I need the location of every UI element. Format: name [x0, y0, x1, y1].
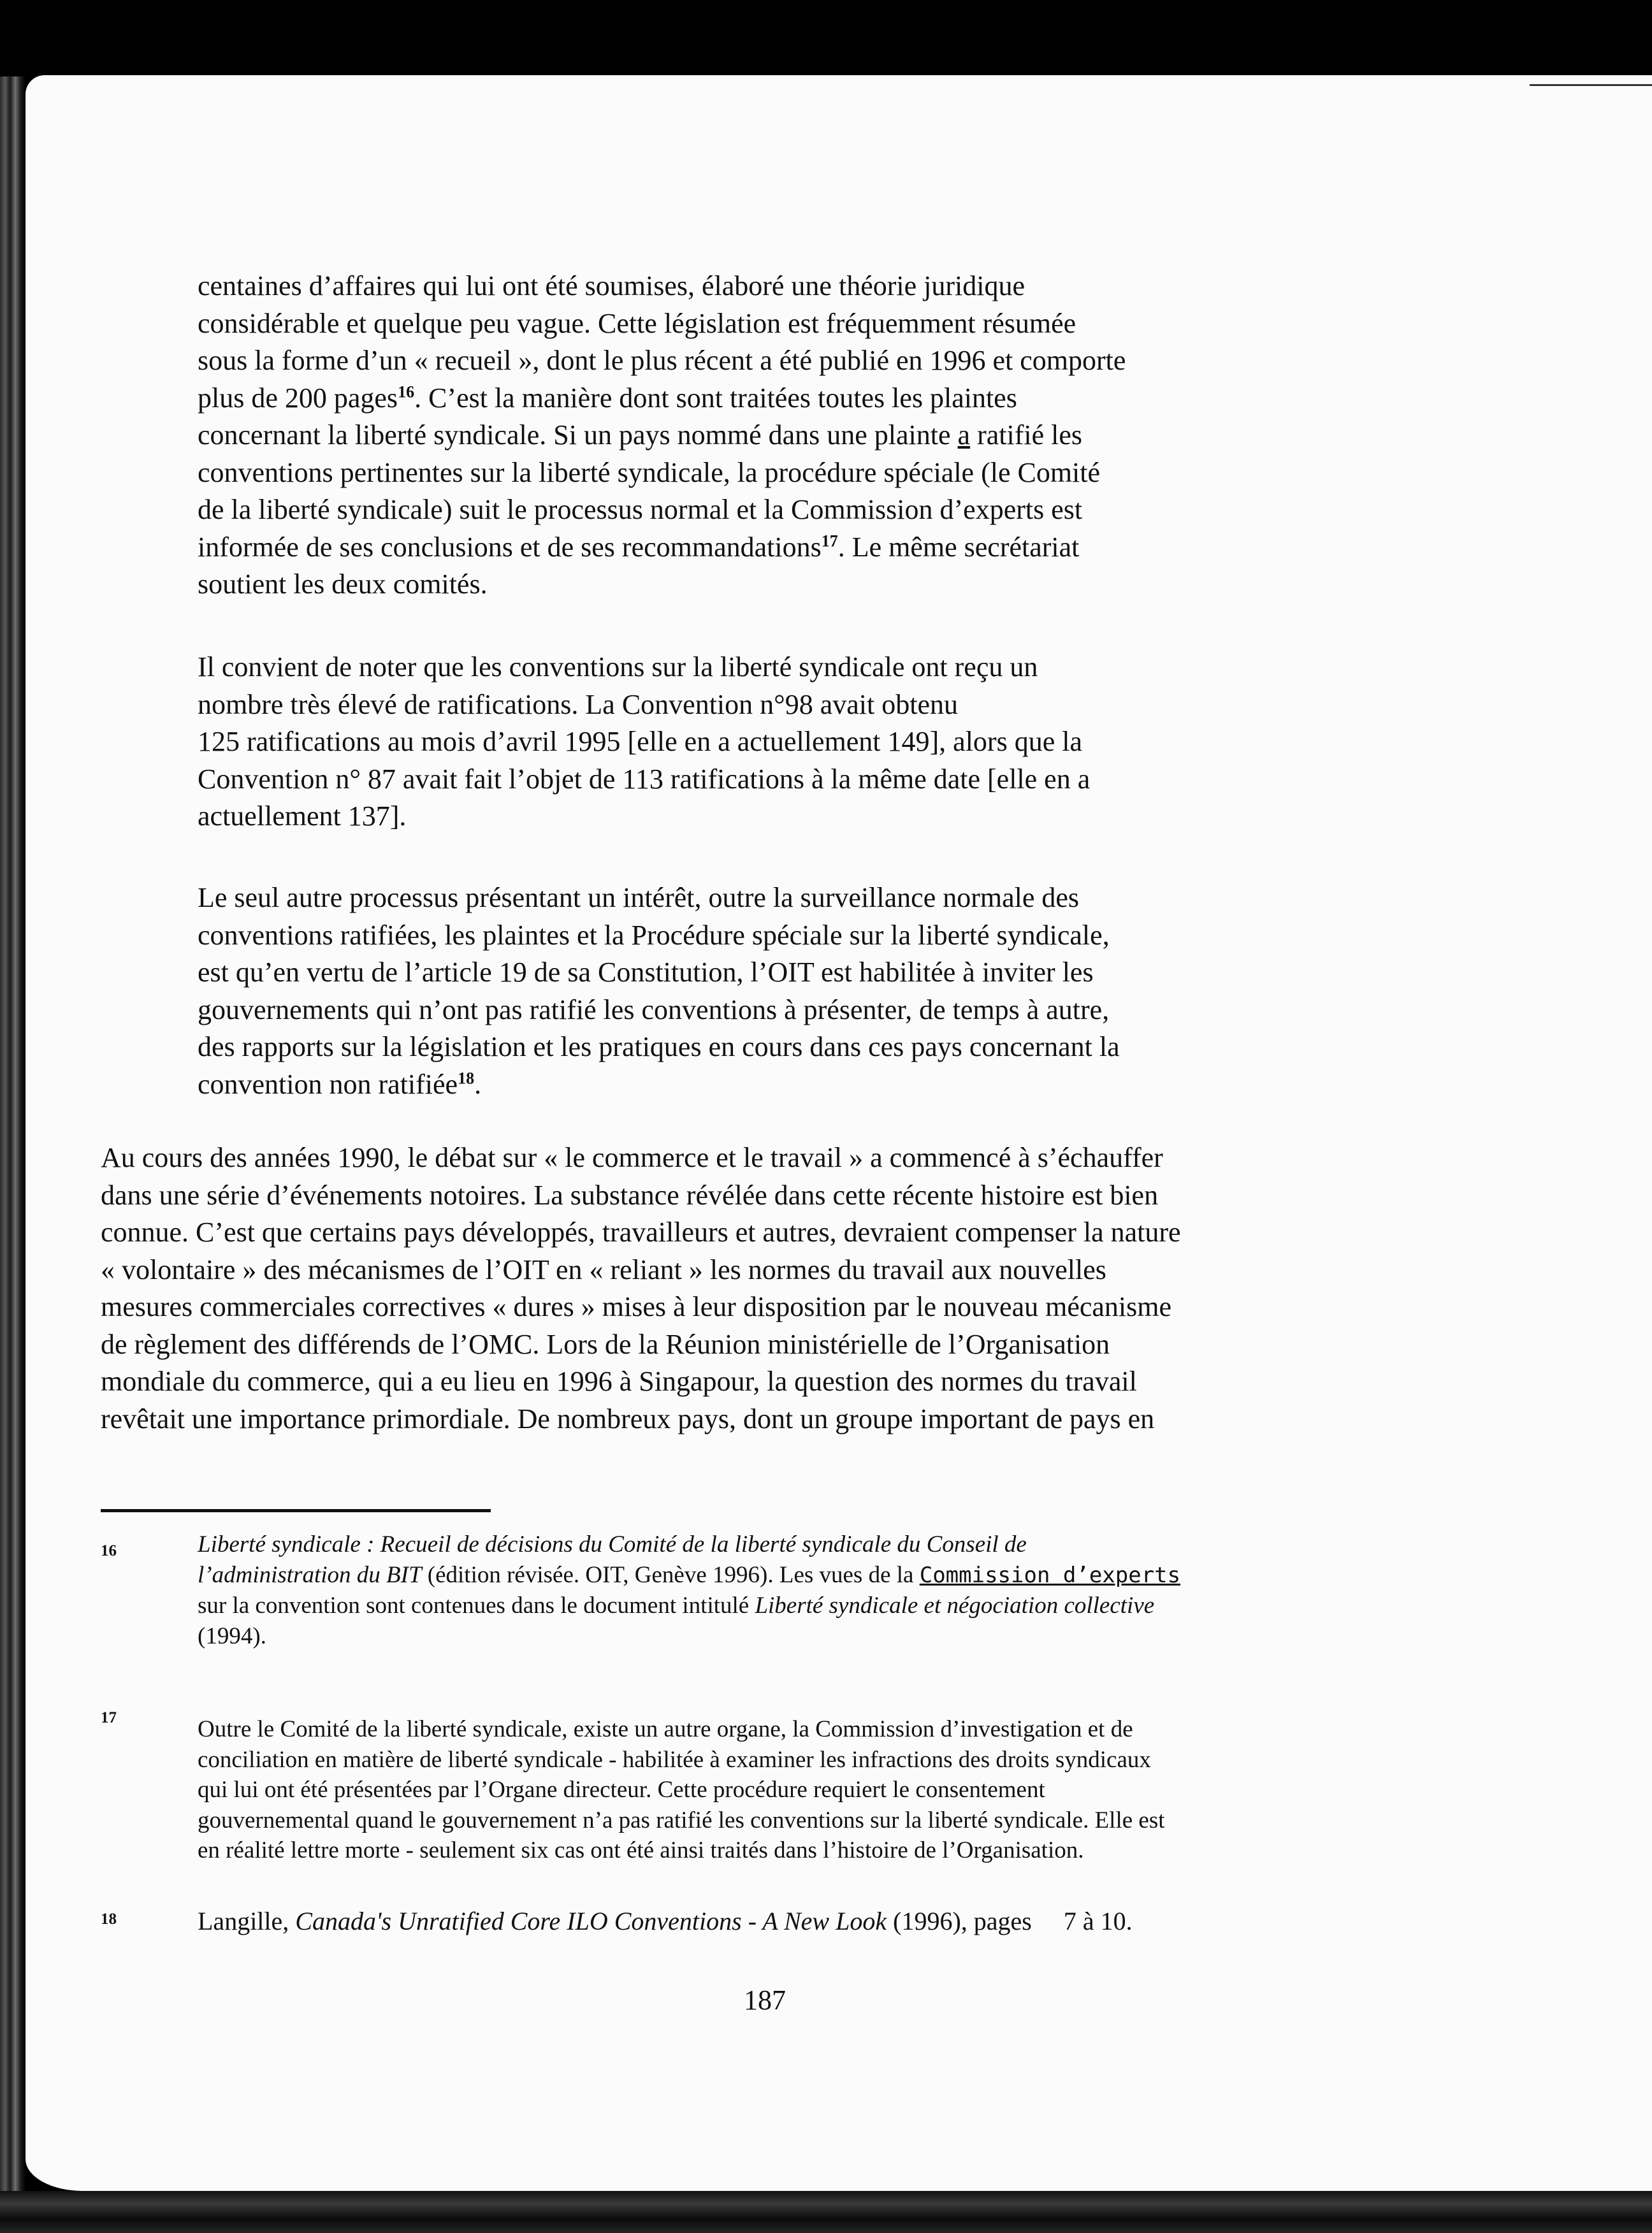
text-line: Outre le Comité de la liberté syndicale, existe un autre organe, la Commission d’investigation et de: [198, 1716, 1133, 1742]
text-line: [198, 380, 1126, 417]
text-line: mesures commerciales correctives « dures » mises à leur disposition par le nouveau mécanisme: [101, 1291, 1172, 1322]
footnote-ref-18[interactable]: 18: [458, 1068, 475, 1087]
footnote-number: 18: [101, 1911, 117, 1928]
text-line: « volontaire » des mécanismes de l’OIT en « reliant » les normes du travail aux nouvelles: [101, 1254, 1106, 1285]
footnote-ref-16[interactable]: 16: [398, 382, 415, 401]
text-run: . Le même secrétariat: [837, 531, 1080, 563]
footnote-16: [198, 1529, 1180, 1651]
text-line: Il convient de noter que les conventions sur la liberté syndicale ont reçu un: [198, 651, 1038, 683]
text-line: conventions pertinentes sur la liberté syndicale, la procédure spéciale (le Comité: [198, 456, 1101, 488]
text-line: [198, 1066, 1120, 1104]
text-run: concernant la liberté syndicale. Si un pays nommé dans une plainte: [198, 419, 958, 451]
text-run: . C’est la manière dont sont traitées toutes les plaintes: [414, 382, 1017, 414]
text-line: gouvernemental quand le gouvernement n’a pas ratifié les conventions sur la liberté syndicale. Elle est: [198, 1807, 1165, 1833]
text-line: [198, 1560, 1180, 1591]
text-line: actuellement 137].: [198, 800, 407, 832]
footnote-17: [198, 1714, 1165, 1866]
footnote-separator: [101, 1509, 491, 1512]
text-line: gouvernements qui n’ont pas ratifié les conventions à présenter, de temps à autre,: [198, 994, 1110, 1025]
scan-edge-left: [0, 76, 25, 2233]
text-run: (édition révisée. OIT, Genève 1996). Les vues de la: [421, 1561, 920, 1588]
text-line: Le seul autre processus présentant un intérêt, outre la surveillance normale des: [198, 882, 1080, 913]
text-line: conciliation en matière de liberté syndicale - habilitée à examiner les infractions des droits syndicaux: [198, 1746, 1151, 1773]
footnote-18: [198, 1905, 1133, 1937]
text-line: Au cours des années 1990, le débat sur « le commerce et le travail » a commencé à s’échauffer: [101, 1142, 1163, 1173]
text-line: nombre très élevé de ratifications. La Convention n°98 avait obtenu: [198, 688, 959, 720]
text-line: dans une série d’événements notoires. La substance révélée dans cette récente histoire est bien: [101, 1179, 1159, 1211]
text-line: de règlement des différends de l’OMC. Lors de la Réunion ministérielle de l’Organisation: [101, 1328, 1110, 1360]
italic-title: Liberté syndicale et négociation collective: [755, 1593, 1155, 1619]
text-line: 125 ratifications au mois d’avril 1995 [elle en a actuellement 149], alors que la: [198, 726, 1082, 757]
text-line: [198, 1905, 1133, 1937]
paragraph-2: [198, 649, 1090, 835]
text-line: revêtait une importance primordiale. De nombreux pays, dont un groupe important de pays en: [101, 1403, 1155, 1434]
scan-edge-bottom: [0, 2191, 1652, 2233]
footnote-number: 17: [101, 1709, 117, 1726]
text-line: des rapports sur la législation et les pratiques en cours dans ces pays concernant la: [198, 1031, 1120, 1062]
text-line: soutient les deux comités.: [198, 568, 488, 600]
text-line: est qu’en vertu de l’article 19 de sa Constitution, l’OIT est habilitée à inviter les: [198, 957, 1094, 988]
text-line: (1994).: [198, 1622, 266, 1649]
text-run: ratifié les: [970, 419, 1082, 451]
paragraph-4: [101, 1139, 1181, 1438]
text-run: .: [474, 1068, 482, 1100]
top-right-rule: [1530, 84, 1652, 86]
text-run: sur la convention sont contenues dans le document intitulé: [198, 1593, 755, 1619]
footnote-number: 16: [101, 1542, 117, 1559]
text-line: considérable et quelque peu vague. Cette législation est fréquemment résumée: [198, 307, 1076, 339]
page-number: 187: [744, 1984, 786, 2016]
text-line: [198, 529, 1126, 567]
italic-title: Liberté syndicale : Recueil de décisions du Comité de la liberté syndicale du Conseil de: [198, 1531, 1027, 1557]
text-run: informée de ses conclusions et de ses recommandations: [198, 531, 822, 563]
italic-title: l’administration du BIT: [198, 1561, 422, 1588]
paragraph-1: [198, 268, 1126, 603]
text-line: de la liberté syndicale) suit le processus normal et la Commission d’experts est: [198, 494, 1083, 525]
text-line: en réalité lettre morte - seulement six cas ont été ainsi traités dans l’histoire de l’Organisation.: [198, 1837, 1084, 1863]
paragraph-3: [198, 879, 1120, 1103]
footnote-ref-17[interactable]: 17: [821, 531, 838, 550]
text-line: sous la forme d’un « recueil », dont le plus récent a été publié en 1996 et comporte: [198, 345, 1126, 376]
text-run: plus de 200 pages: [198, 382, 398, 414]
text-line: centaines d’affaires qui lui ont été soumises, élaboré une théorie juridique: [198, 270, 1025, 301]
text-run: convention non ratifiée: [198, 1068, 458, 1100]
text-line: conventions ratifiées, les plaintes et la Procédure spéciale sur la liberté syndicale,: [198, 919, 1110, 951]
text-line: connue. C’est que certains pays développés, travailleurs et autres, devraient compenser la nature: [101, 1217, 1181, 1248]
text-run: Langille,: [198, 1907, 296, 1935]
text-line: mondiale du commerce, qui a eu lieu en 1996 à Singapour, la question des normes du travail: [101, 1366, 1137, 1397]
text-run: (1996), pages 7 à 10.: [887, 1907, 1133, 1935]
italic-title: Canada's Unratified Core ILO Conventions - A New Look: [295, 1907, 887, 1935]
text-line: Convention n° 87 avait fait l’objet de 113 ratifications à la même date [elle en a: [198, 763, 1090, 795]
text-line: [198, 1529, 1180, 1560]
underlined-phrase: Commission d’experts: [919, 1562, 1181, 1588]
text-line: [198, 1591, 1180, 1621]
underlined-word: a: [957, 419, 971, 451]
text-line: [198, 417, 1126, 454]
text-line: qui lui ont été présentées par l’Organe directeur. Cette procédure requiert le consentement: [198, 1777, 1045, 1803]
